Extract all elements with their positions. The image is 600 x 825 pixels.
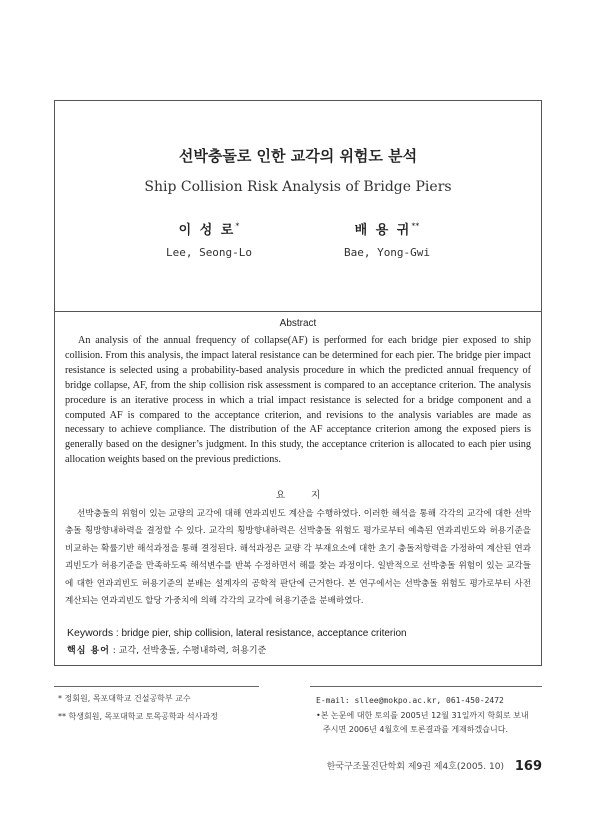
footnote-email: E-mail: sllee@mokpo.ac.kr, 061-450-2472 — [316, 696, 504, 705]
keywords-values: bridge pier, ship collision, lateral resistance, acceptance criterion — [121, 628, 407, 639]
keywords-korean — [67, 643, 531, 656]
keywords-korean-label: 핵심 용어 — [67, 646, 110, 656]
author-2-mark: ** — [411, 221, 420, 231]
author-1-mark: * — [235, 221, 240, 231]
page-footer — [327, 759, 542, 774]
author-2-name-english: Bae, Yong-Gwi — [343, 246, 431, 259]
footnote-discussion-line-2: 주시면 2006년 4월호에 토론결과를 게재하겠습니다. — [323, 725, 508, 734]
footnote-divider-right — [310, 686, 542, 687]
summary-korean-heading: 요지 — [275, 490, 347, 501]
author-1-name-korean: 이 성 로* — [178, 221, 240, 238]
author-2 — [307, 219, 467, 259]
journal-info: 한국구조물진단학회 제9권 제4호(2005. 10) — [326, 762, 504, 772]
keywords-korean-separator: : — [112, 646, 116, 656]
summary-korean-text: 선박충돌의 위험이 있는 교량의 교각에 대해 연과괴빈도 계산을 수행하였다. 이러한 해석을 통해 각각의 교각에 대한 선박충돌 횡방향내하력을 결정할 수 있다. 교각의 횡방향내하력은 선박충돌 위험도 평가로부터 예측된 연과괴빈도와 허용기준을 비교하는 확률기반 해석과정을 통해 결정된다. 해석과정은 교량 각 부재요소에 대한 초기 충돌저항력을 가정하여 계산된 연과괴빈도가 허용기준을 만족하도록 해석변수를 반복 수정하면서 해를 찾는 과정이다. 일반적으로 선박충돌 위험이 있는 교각들에 대한 연과괴빈도 허용기준의 분배는 설계자의 공학적 판단에 근거한다. 본 연구에서는 선박충돌 위험도 평가로부터 사전 계산되는 연과괴빈도 할당 가중치에 의해 각각의 교각에 허용기준을 분배하였다. — [65, 509, 531, 607]
title-box — [54, 100, 542, 312]
keywords-korean-values: 교각, 선박충돌, 수평내하력, 허용기준 — [118, 646, 267, 656]
footnote-discussion — [316, 709, 544, 737]
footnote-author-1: * 정회원, 목포대학교 건설공학부 교수 — [58, 694, 191, 703]
abstract-heading: Abstract — [279, 318, 317, 329]
keywords-english — [67, 627, 531, 639]
abstract-box — [54, 311, 542, 666]
author-2-name-korean: 배 용 귀** — [354, 221, 420, 238]
paper-title-english: Ship Collision Risk Analysis of Bridge Piers — [144, 179, 452, 195]
paper-title-korean: 선박충돌로 인한 교각의 위험도 분석 — [178, 147, 418, 165]
author-1-name-english: Lee, Seong-Lo — [165, 246, 253, 259]
footnote-discussion-line-1: •본 논문에 대한 토의를 2005년 12월 31일까지 학회로 보내 — [316, 711, 529, 720]
footnote-author-2: ** 학생회원, 목포대학교 토목공학과 석사과정 — [58, 712, 218, 721]
footnote-divider-left — [54, 686, 259, 687]
abstract-text: An analysis of the annual frequency of collapse(AF) is performed for each bridge pier exposed to ship collision. From this analysis, the impact lateral resistance can be determined for each pier. The bridge pier impact resistance is selected using a probability-based analysis procedure in which the predicted annual frequency of bridge collapse, AF, from the ship collision risk assessment is compared to an acceptance criterion. The analysis procedure is an iterative process in which a trial impact resistance is selected for a bridge component and a computed AF is compared to the acceptance criterion, and revisions to the analysis variables are made as necessary to achieve compliance. The distribution of the AF acceptance criterion among the exposed piers is generally based on the designer’s judgment. In this study, the acceptance criterion is allocated to each pier using allocation weights based on the previous predictions. — [65, 335, 531, 466]
author-1 — [129, 219, 289, 259]
keywords-label: Keywords — [67, 627, 114, 639]
keywords-separator: : — [115, 628, 119, 639]
page-number: 169 — [514, 759, 542, 774]
